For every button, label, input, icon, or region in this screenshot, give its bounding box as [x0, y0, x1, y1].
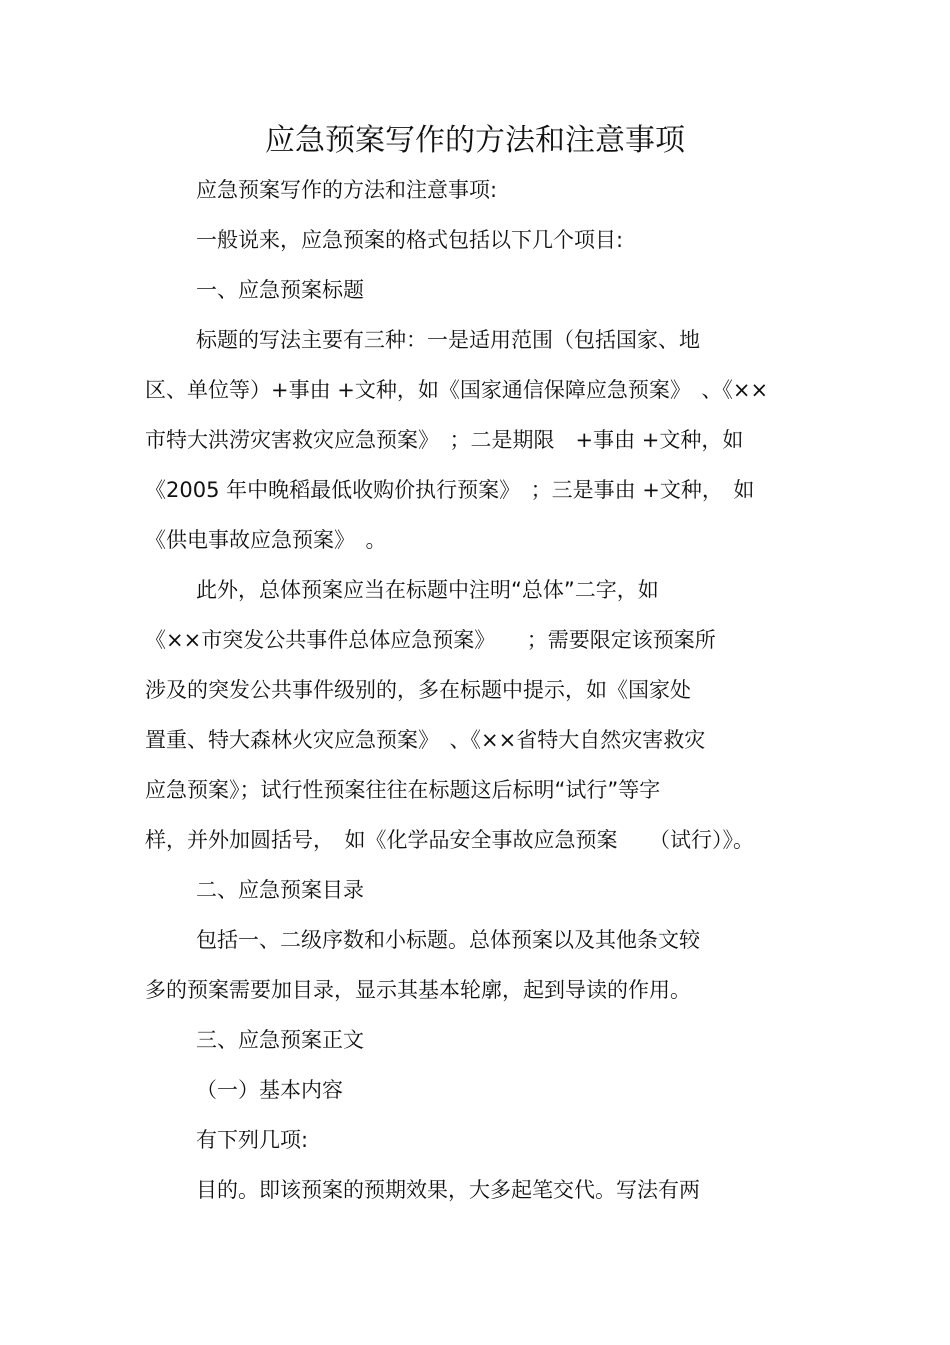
document-title: 应急预案写作的方法和注意事项 [265, 123, 685, 158]
text-line: 目的。即该预案的预期效果，大多起笔交代。写法有两 [196, 1178, 700, 1202]
text-line: 包括一、二级序数和小标题。总体预案以及其他条文较 [196, 928, 700, 952]
subsection-heading: （一）基本内容 [196, 1078, 343, 1102]
text-line: 此外，总体预案应当在标题中注明“总体”二字，如 [196, 578, 659, 602]
text-line: 多的预案需要加目录，显示其基本轮廓，起到导读的作用。 [145, 978, 691, 1002]
text-line: 《供电事故应急预案》 。 [145, 528, 387, 552]
section-heading: 二、应急预案目录 [196, 878, 364, 902]
text-line: 《××市突发公共事件总体应急预案》 ；需要限定该预案所 [145, 628, 716, 652]
section-heading: 三、应急预案正文 [196, 1028, 364, 1052]
text-line: 涉及的突发公共事件级别的，多在标题中提示，如《国家处 [145, 678, 691, 702]
text-line: 样，并外加圆括号， 如《化学品安全事故应急预案 （试行）》。 [145, 828, 754, 852]
text-line: 《2005 年中晚稻最低收购价执行预案》 ；三是事由 +文种， 如 [145, 478, 755, 502]
text-line: 市特大洪涝灾害救灾应急预案》 ；二是期限 +事由 +文种，如 [145, 428, 744, 452]
text-line: 区、单位等）+事由 +文种，如《国家通信保障应急预案》 、《×× [145, 378, 769, 402]
text-line: 应急预案写作的方法和注意事项: [196, 178, 498, 202]
text-line: 置重、特大森林火灾应急预案》 、《××省特大自然灾害救灾 [145, 728, 706, 752]
section-heading: 一、应急预案标题 [196, 278, 364, 302]
text-line: 一般说来，应急预案的格式包括以下几个项目: [196, 228, 624, 252]
text-line: 标题的写法主要有三种：一是适用范围（包括国家、地 [196, 328, 700, 352]
text-line: 应急预案》；试行性预案往往在标题这后标明“试行”等字 [145, 778, 661, 802]
text-line: 有下列几项: [196, 1128, 309, 1152]
